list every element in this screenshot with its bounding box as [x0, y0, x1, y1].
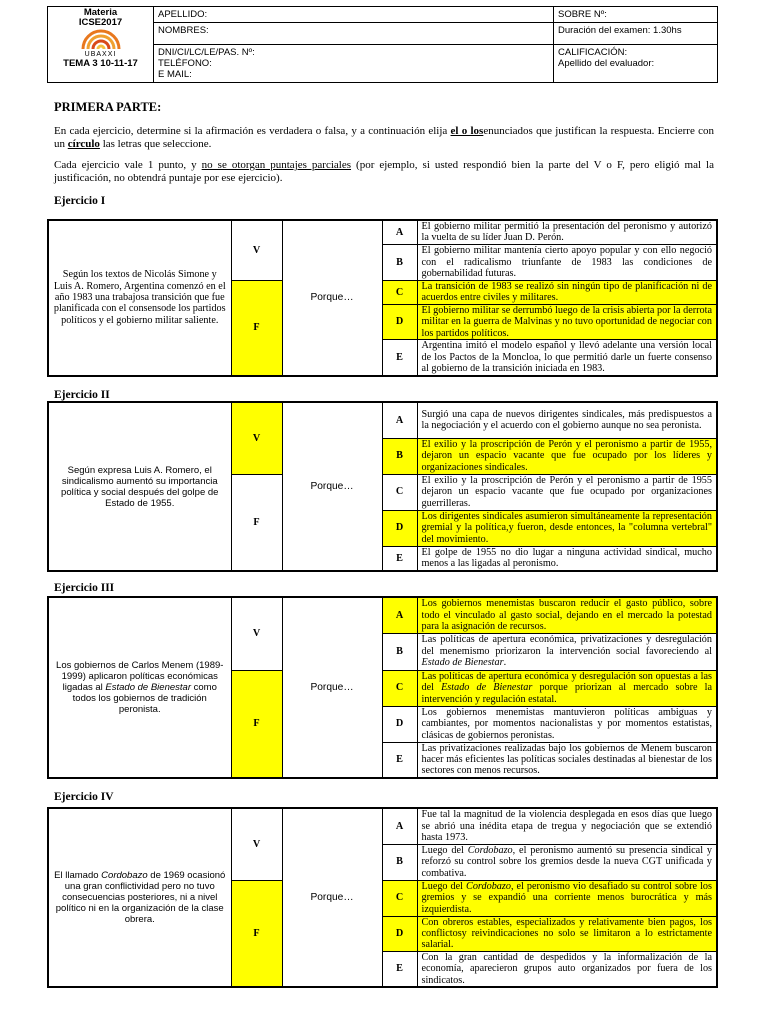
ejercicio-2-title: Ejercicio II	[54, 389, 110, 401]
option-text-b: Luego del Cordobazo, el peronismo aumentó su presencia sindical y reforzó su control sobre los gremios desde la nueva CGT unificada y combativa.	[417, 844, 717, 880]
option-text-d: Con obreros estables, especializados y relativamente bien pagos, los conflictosy reivindicaciones no solo se limitaron a lo estrictamente salarial.	[417, 916, 717, 951]
apellido-field[interactable]: APELLIDO:	[154, 7, 554, 23]
option-letter-d[interactable]: D	[382, 510, 417, 546]
option-letter-b[interactable]: B	[382, 438, 417, 474]
ejercicio-3-statement: Los gobiernos de Carlos Menem (1989-1999) aplicaron políticas económicas ligadas al Estado de Bienestar como todos los gobiernos de tradición peronista.	[48, 597, 231, 778]
ejercicio-4-f-option[interactable]: F	[231, 880, 282, 987]
ejercicio-1-v-option[interactable]: V	[231, 220, 282, 280]
option-letter-c[interactable]: C	[382, 280, 417, 304]
option-letter-b[interactable]: B	[382, 844, 417, 880]
option-letter-e[interactable]: E	[382, 742, 417, 778]
option-letter-d[interactable]: D	[382, 706, 417, 742]
email-field[interactable]: E MAIL:	[158, 69, 192, 80]
ejercicio-1-table	[47, 219, 718, 377]
option-text-d: El gobierno militar se derrumbó luego de la crisis abierta por la derrota militar en la guerra de Malvinas y no tuvo oportunidad de negociar con los partidos políticos.	[417, 304, 717, 339]
sobre-field[interactable]: SOBRE Nº:	[554, 7, 718, 23]
option-letter-a[interactable]: A	[382, 597, 417, 633]
exam-header	[47, 6, 718, 83]
logo-text: UBAXXI	[84, 51, 117, 58]
option-letter-e[interactable]: E	[382, 546, 417, 571]
ejercicio-4-v-option[interactable]: V	[231, 808, 282, 880]
option-text-c: La transición de 1983 se realizó sin ningún tipo de planificación ni de acuerdos entre civiles y militares.	[417, 280, 717, 304]
option-text-a: Surgió una capa de nuevos dirigentes sindicales, más predispuestos a la negociación y el acuerdo con el gobierno aunque no sea peronista.	[417, 402, 717, 438]
option-text-e: Argentina imitó el modelo español y llevó adelante una versión local de los Pactos de la Moncloa, lo que permitió darle un fuerte consenso al gobierno de la transición iniciada en 1983.	[417, 340, 717, 376]
option-text-e: Con la gran cantidad de despedidos y la informalización de la economía, aparecieron grupos auto organizados por fuera de los sindicatos.	[417, 951, 717, 987]
ejercicio-3-f-option[interactable]: F	[231, 670, 282, 778]
option-text-b: Las políticas de apertura económica, privatizaciones y desregulación del menemismo priorizaron la intervención social favoreciendo al Estado de Bienestar.	[417, 633, 717, 670]
instructions-paragraph: En cada ejercicio, determine si la afirmación es verdadera o falsa, y a continuación elija el o losenunciados que justifican la respuesta. Encierre con un círculo las letras que seleccione.	[54, 125, 714, 150]
tema-label: TEMA 3 10-11-17	[63, 58, 138, 69]
section-title: PRIMERA PARTE:	[54, 100, 162, 114]
ejercicio-2-statement: Según expresa Luis A. Romero, el sindicalismo aumentó su importancia política y social después del golpe de Estado de 1955.	[48, 402, 231, 571]
option-letter-e[interactable]: E	[382, 340, 417, 376]
ejercicio-4-title: Ejercicio IV	[54, 791, 114, 803]
course-code: ICSE2017	[78, 17, 123, 28]
option-letter-c[interactable]: C	[382, 880, 417, 916]
option-text-c: Las políticas de apertura económica y desregulación son opuestas a las del Estado de Bienestar porque priorizan al mercado sobre la intervención y regulación estatal.	[417, 670, 717, 706]
option-letter-d[interactable]: D	[382, 916, 417, 951]
dni-field[interactable]: DNI/CI/LC/LE/PAS. Nº:	[158, 47, 255, 58]
option-text-d: Los gobiernos menemistas mantuvieron políticas ambiguas y cambiantes, por momentos nacionalistas y por momentos estatistas, clásicas de gobiernos peronistas.	[417, 706, 717, 742]
option-text-e: Las privatizaciones realizadas bajo los gobiernos de Menem buscaron hacer más eficientes las políticas sociales destinadas al bienestar de los sectores con menos recursos.	[417, 742, 717, 778]
ejercicio-2-table	[47, 401, 718, 572]
ejercicio-1-statement: Según los textos de Nicolás Simone y Luis A. Romero, Argentina comenzó en el año 1983 una trabajosa transición que fue planificada con el consensode los partidos políticos y el gobierno militar saliente.	[48, 220, 231, 376]
option-text-c: El exilio y la proscripción de Perón y el peronismo a partir de 1955 dejaron un espacio vacante que fue ocupado por organizaciones guerrilleras.	[417, 474, 717, 510]
ejercicio-3-title: Ejercicio III	[54, 582, 115, 594]
option-letter-a[interactable]: A	[382, 220, 417, 244]
option-letter-d[interactable]: D	[382, 304, 417, 339]
option-text-a: Los gobiernos menemistas buscaron reducir el gasto público, sobre todo el vinculado al gasto social, dejando en el mercado la potestad para la asignación de recursos.	[417, 597, 717, 633]
option-text-a: Fue tal la magnitud de la violencia desplegada en esos días que luego se abrió una inédita etapa de tregua y negociación que se extendió hasta 1973.	[417, 808, 717, 844]
option-letter-c[interactable]: C	[382, 474, 417, 510]
ejercicio-2-v-option[interactable]: V	[231, 402, 282, 474]
option-text-b: El exilio y la proscripción de Perón y el peronismo a partir de 1955, dejaron un espacio vacante que fue ocupado por los líderes y organizaciones sindicales.	[417, 438, 717, 474]
materia-label: Materia	[83, 7, 118, 18]
ejercicio-1-title: Ejercicio I	[54, 195, 106, 207]
calificacion-label: CALIFICACIÓN:	[558, 47, 628, 58]
option-letter-e[interactable]: E	[382, 951, 417, 987]
scoring-paragraph: Cada ejercicio vale 1 punto, y no se otorgan puntajes parciales (por ejemplo, si usted respondió bien la parte del V o F, pero eligió mal la justificación, no obtendrá puntaje por ese ejercicio).	[54, 159, 714, 184]
ubaxxi-logo-icon	[79, 29, 123, 51]
porque-label: Porque…	[282, 402, 382, 571]
ejercicio-3-v-option[interactable]: V	[231, 597, 282, 670]
ejercicio-3-table	[47, 596, 718, 779]
option-text-c: Luego del Cordobazo, el peronismo vio desafiado su control sobre los gremios y se expandió una corriente menos burocrática y más izquierdista.	[417, 880, 717, 916]
option-letter-b[interactable]: B	[382, 244, 417, 280]
option-letter-a[interactable]: A	[382, 402, 417, 438]
ejercicio-4-table	[47, 807, 718, 988]
calificacion-block	[554, 45, 718, 83]
option-text-d: Los dirigentes sindicales asumieron simultáneamente la representación gremial y la política,y fueron, desde entonces, la "columna vertebral" del movimiento.	[417, 510, 717, 546]
porque-label: Porque…	[282, 597, 382, 778]
duracion-label: Duración del examen: 1.30hs	[554, 23, 718, 45]
option-text-b: El gobierno militar mantenía cierto apoyo popular y con ello negoció con el radicalismo triunfante de 1983 las condiciones de gobernabilidad futuras.	[417, 244, 717, 280]
option-letter-c[interactable]: C	[382, 670, 417, 706]
porque-label: Porque…	[282, 808, 382, 987]
logo-block	[48, 7, 154, 83]
option-letter-a[interactable]: A	[382, 808, 417, 844]
contact-fields[interactable]	[154, 45, 554, 83]
ejercicio-2-f-option[interactable]: F	[231, 474, 282, 571]
ejercicio-4-statement: El llamado Cordobazo de 1969 ocasionó una gran conflictividad pero no tuvo consecuencias posteriores, ni a nivel político ni en la organización de la clase obrera.	[48, 808, 231, 987]
option-letter-b[interactable]: B	[382, 633, 417, 670]
option-text-e: El golpe de 1955 no dio lugar a ninguna actividad sindical, mucho menos a las ligadas al peronismo.	[417, 546, 717, 571]
ejercicio-1-f-option[interactable]: F	[231, 280, 282, 375]
option-text-a: El gobierno militar permitió la presentación del peronismo y autorizó la vuelta de su líder Juan D. Perón.	[417, 220, 717, 244]
telefono-field[interactable]: TELÉFONO:	[158, 58, 212, 69]
evaluador-label: Apellido del evaluador:	[558, 58, 655, 69]
nombres-field[interactable]: NOMBRES:	[154, 23, 554, 45]
porque-label: Porque…	[282, 220, 382, 376]
